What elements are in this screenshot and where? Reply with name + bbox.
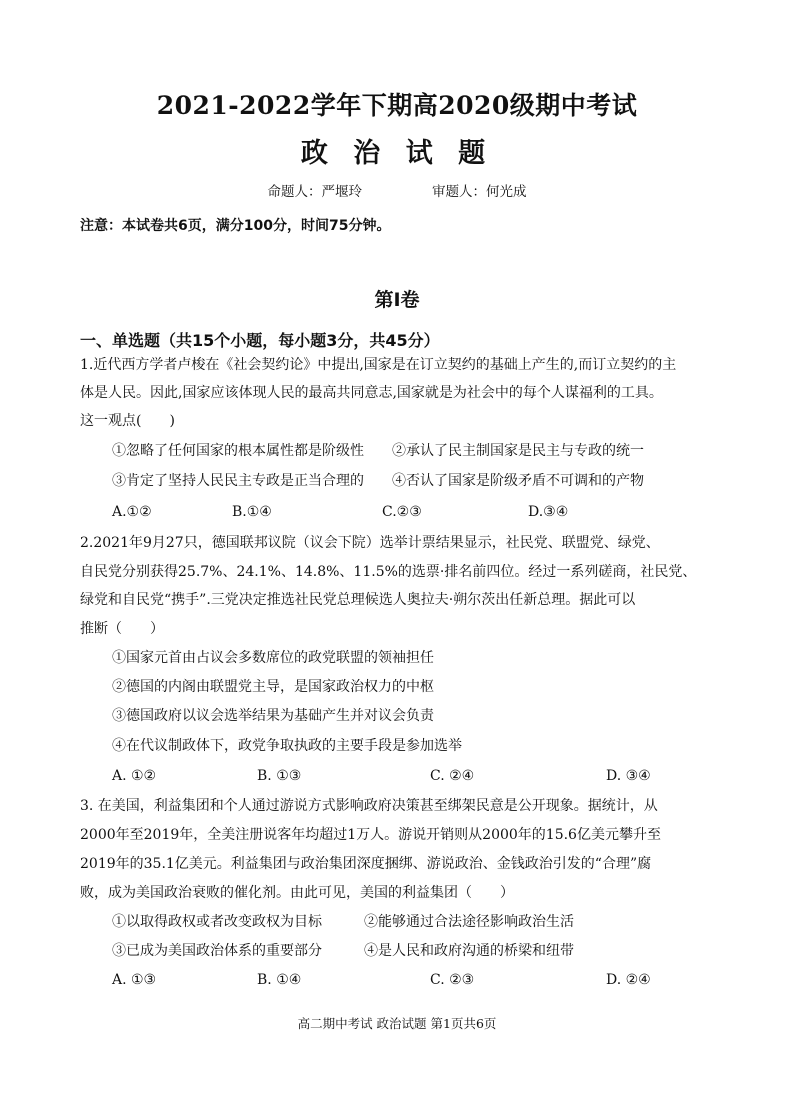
question-2-stem-line-3: 绿党和自民党“携手”.三党决定推选社民党总理候选人奥拉夫·朔尔茨出任新总理。据此可以 xyxy=(80,592,636,608)
question-3-options xyxy=(112,970,712,990)
question-3-option-a[interactable]: A. ①③ xyxy=(112,972,157,988)
exam-subject: 政 治 试 题 xyxy=(300,138,494,169)
question-3-stem-line-3: 2019年的35.1亿美元。利益集团与政治集团深度捆绑、游说政治、金钱政治引发的“合理”腐 xyxy=(80,856,652,872)
question-3-stem-line-4: 败，成为美国政治衰败的催化剂。由此可见，美国的利益集团（ ） xyxy=(80,885,514,901)
question-1-stem-line-2: 体是人民。因此,国家应该体现人民的最高共同意志,国家就是为社会中的每个人谋福利的工具。 xyxy=(80,385,663,401)
question-1-option-a[interactable]: A.①② xyxy=(112,504,152,520)
page-footer: 高二期中考试 政治试题 第1页共6页 xyxy=(297,1016,497,1031)
question-2-stem-line-4: 推断（ ） xyxy=(80,621,164,637)
question-2-option-b[interactable]: B. ①③ xyxy=(257,768,302,784)
question-2-stem-line-2: 自民党分别获得25.7%、24.1%、14.8%、11.5%的选票·排名前四位。经过一系列磋商，社民党、 xyxy=(80,564,697,580)
question-3-statement-row-1: ①以取得政权或者改变政权为目标 ②能够通过合法途径影响政治生活 xyxy=(112,914,574,930)
question-3-option-c[interactable]: C. ②③ xyxy=(430,972,475,988)
exam-title: 2021-2022学年下期高2020级期中考试 xyxy=(156,91,638,120)
question-3-stem-line-2: 2000年至2019年，全美注册说客年均超过1万人。游说开销则从2000年的15.6亿美元攀升至 xyxy=(80,827,661,843)
question-reviewer: 审题人：何光成 xyxy=(432,184,527,200)
question-1-option-b[interactable]: B.①④ xyxy=(232,504,272,520)
question-2-statement-3: ③德国政府以议会选举结果为基础产生并对议会负责 xyxy=(112,708,434,724)
question-1-options xyxy=(112,502,712,522)
volume-label: 第Ⅰ卷 xyxy=(374,289,420,311)
question-2-statement-2: ②德国的内阁由联盟党主导，是国家政治权力的中枢 xyxy=(112,679,434,695)
question-3-stem-line-1: 3. 在美国，利益集团和个人通过游说方式影响政府决策甚至绑架民意是公开现象。据统计，从 xyxy=(80,798,658,814)
question-2-statement-1: ①国家元首由占议会多数席位的政党联盟的领袖担任 xyxy=(112,650,434,666)
question-2-option-c[interactable]: C. ②④ xyxy=(430,768,475,784)
question-1-statement-row-1: ①忽略了任何国家的根本属性都是阶级性 ②承认了民主制国家是民主与专政的统一 xyxy=(112,443,644,459)
question-2-options xyxy=(112,766,712,786)
question-1-option-c[interactable]: C.②③ xyxy=(382,504,422,520)
question-3-statement-row-2: ③已成为美国政治体系的重要部分 ④是人民和政府沟通的桥梁和纽带 xyxy=(112,943,574,959)
question-3-option-d[interactable]: D. ②④ xyxy=(606,972,651,988)
question-1-stem-line-3: 这一观点( ) xyxy=(80,413,175,429)
question-3-option-b[interactable]: B. ①④ xyxy=(257,972,302,988)
question-1-statement-row-2: ③肯定了坚持人民民主专政是正当合理的 ④否认了国家是阶级矛盾不可调和的产物 xyxy=(112,473,644,489)
exam-notice: 注意：本试卷共6页，满分100分，时间75分钟。 xyxy=(80,218,391,234)
question-1-option-d[interactable]: D.③④ xyxy=(528,504,569,520)
question-1-stem-line-1: 1.近代西方学者卢梭在《社会契约论》中提出,国家是在订立契约的基础上产生的,而订立契约的主 xyxy=(80,357,677,373)
question-2-statement-4: ④在代议制政体下，政党争取执政的主要手段是参加选举 xyxy=(112,738,462,754)
section-title: 一、单选题（共15个小题，每小题3分，共45分） xyxy=(80,331,440,350)
question-author: 命题人：严堰玲 xyxy=(267,184,362,200)
question-2-option-a[interactable]: A. ①② xyxy=(112,768,157,784)
question-2-stem-line-1: 2.2021年9月27只，德国联邦议院（议会下院）选举计票结果显示，社民党、联盟党、绿党、 xyxy=(80,535,660,551)
question-2-option-d[interactable]: D. ③④ xyxy=(606,768,651,784)
exam-authors xyxy=(0,180,794,200)
